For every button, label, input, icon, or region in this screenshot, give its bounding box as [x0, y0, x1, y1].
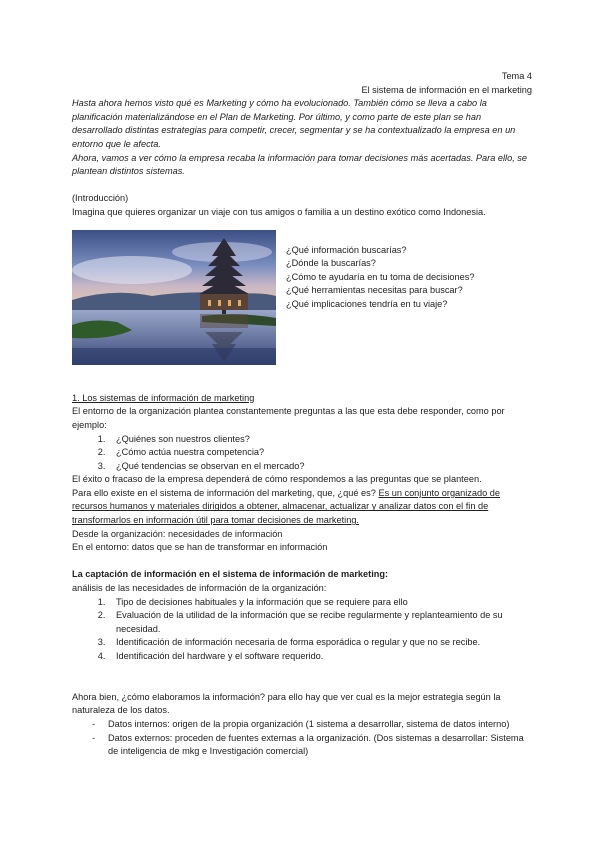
- list-item-text: Datos externos: proceden de fuentes externas a la organización. (Dos sistemas a desarrollar: Sistema de inteligencia de mkg e Investigación comercial): [108, 732, 524, 757]
- list-item: 3. ¿Qué tendencias se observan en el mercado?: [108, 460, 532, 474]
- definition-lead: Para ello existe en el sistema de información del marketing, que, ¿qué es?: [72, 487, 376, 498]
- section-1-title: 1. Los sistemas de información de marketing: [72, 392, 255, 403]
- list-item: 1. Tipo de decisiones habituales y la información que se requiere para ello: [108, 596, 532, 610]
- section-1-list: [72, 433, 532, 474]
- list-item: 1. ¿Quiénes son nuestros clientes?: [108, 433, 532, 447]
- document-page: [72, 70, 532, 759]
- list-item: [92, 732, 532, 759]
- section-3-lead: Ahora bien, ¿cómo elaboramos la información? para ello hay que ver cual es la mejor estrategia según la naturaleza de los datos.: [72, 691, 501, 716]
- introduccion-label: (Introducción): [72, 193, 129, 204]
- topic-label: Tema 4: [501, 71, 532, 81]
- question-item: ¿Qué herramientas necesitas para buscar?: [286, 285, 463, 296]
- exito-paragraph: El éxito o fracaso de la empresa dependerá de cómo respondemos a las preguntas que se planteen.: [72, 474, 482, 485]
- section-2-title: La captación de información en el sistema de información de marketing:: [72, 569, 389, 580]
- section-3-list: [72, 718, 532, 759]
- section-1-lead: El entorno de la organización plantea constantemente preguntas a las que esta debe responder, como por ejemplo:: [72, 406, 505, 430]
- indonesia-temple-photo: [72, 230, 276, 365]
- dash-marker: -: [92, 732, 96, 743]
- list-item: [92, 718, 532, 732]
- intro-paragraph-2: Ahora, vamos a ver cómo la empresa recaba la información para tomar decisiones más acertadas. Para ello, se plantean distintos sistemas.: [72, 152, 527, 177]
- document-subtitle: El sistema de información en el marketing: [361, 84, 532, 95]
- introduccion-text: Imagina que quieres organizar un viaje con tus amigos o familia a un destino exótico como Indonesia.: [72, 206, 486, 217]
- list-item-text: Datos internos: origen de la propia organización (1 sistema a desarrollar, sistema de datos interno): [108, 718, 510, 729]
- section-2-list: [72, 596, 532, 664]
- dash-marker: -: [92, 718, 96, 729]
- list-item: 4. Identificación del hardware y el software requerido.: [108, 650, 532, 664]
- desde-paragraph: Desde la organización: necesidades de información: [72, 528, 283, 539]
- section-2-lead: análisis de las necesidades de información de la organización:: [72, 583, 327, 594]
- question-item: ¿Qué información buscarías?: [286, 244, 407, 255]
- question-item: ¿Qué implicaciones tendría en tu viaje?: [286, 298, 448, 309]
- intro-paragraph-1: Hasta ahora hemos visto qué es Marketing y cómo ha evolucionado. También cómo se lleva a cabo la planificación materializándose en el Plan de Marketing. Por último, y como parte de este plan se han desarrollado distintas estrategias para competir, crecer, segmentar y se ha contextualizado la empresa en un entorno que le afecta.: [72, 98, 516, 149]
- question-item: ¿Dónde la buscarías?: [286, 258, 376, 269]
- list-item: 2. Evaluación de la utilidad de la información que se recibe regularmente y replanteamiento de su necesidad.: [108, 609, 532, 636]
- list-item: 3. Identificación de información necesaria de forma esporádica o regular y que no se recibe.: [108, 636, 532, 650]
- travel-questions: [286, 230, 474, 365]
- entorno-paragraph: En el entorno: datos que se han de transformar en información: [72, 542, 328, 553]
- question-item: ¿Cómo te ayudaría en tu toma de decisiones?: [286, 271, 475, 282]
- definition-text: Es un conjunto organizado de recursos humanos y materiales dirigidos a obtener, almacenar, actualizar y analizar datos con el fin de transformarlos en información útil para tomar decisiones de marketing.: [72, 487, 501, 526]
- definition-paragraph: [72, 487, 532, 528]
- list-item: 2. ¿Cómo actúa nuestra competencia?: [108, 446, 532, 460]
